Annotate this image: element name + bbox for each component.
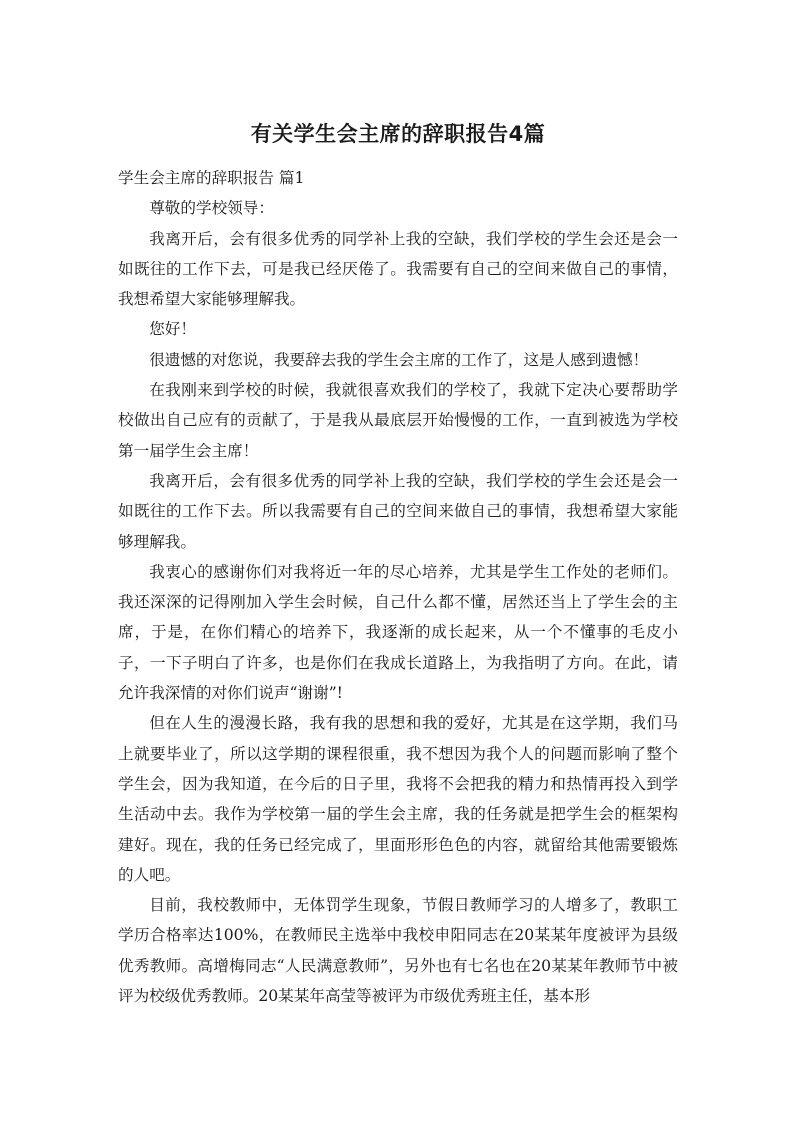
paragraph: 我离开后，会有很多优秀的同学补上我的空缺，我们学校的学生会还是会一如既往的工作下去。所以我需要有自己的空间来做自己的事情，我想希望大家能够理解我。	[118, 471, 678, 551]
paragraph: 但在人生的漫漫长路，我有我的思想和我的爱好，尤其是在这学期，我们马上就要毕业了，所以这学期的课程很重，我不想因为我个人的问题而影响了整个学生会，因为我知道，在今后的日子里，我将不会把我的精力和热情再投入到学生活动中去。我作为学校第一届的学生会主席，我的任务就是把学生会的框架构建好。现在，我的任务已经完成了，里面形形色色的内容，就留给其他需要锻炼的人吧。	[118, 714, 678, 884]
document-page	[118, 118, 678, 1011]
paragraph: 很遗憾的对您说，我要辞去我的学生会主席的工作了，这是人感到遗憾！	[149, 350, 649, 369]
paragraph: 我衷心的感谢你们对我将近一年的尽心培养，尤其是学生工作处的老师们。我还深深的记得刚加入学生会时候，自己什么都不懂，居然还当上了学生会的主席，于是，在你们精心的培养下，我逐渐的成长起来，从一个不懂事的毛皮小子，一下子明白了许多，也是你们在我成长道路上，为我指明了方向。在此，请允许我深情的对你们说声“谢谢”!	[118, 562, 678, 703]
greeting: 您好！	[149, 320, 196, 339]
paragraph: 目前，我校教师中，无体罚学生现象，节假日教师学习的人增多了，教职工学历合格率达100%，在教师民主选举中我校申阳同志在20某某年度被评为县级优秀教师。高增梅同志“人民满意教师”，另外也有七名也在20某某年教师节中被评为校级优秀教师。20某某年高莹等被评为市级优秀班主任，基本形	[118, 896, 678, 1006]
paragraph: 我离开后，会有很多优秀的同学补上我的空缺，我们学校的学生会还是会一如既往的工作下去，可是我已经厌倦了。我需要有自己的空间来做自己的事情，我想希望大家能够理解我。	[118, 229, 678, 309]
document-title: 有关学生会主席的辞职报告4篇	[250, 122, 546, 146]
salutation: 尊敬的学校领导：	[149, 199, 274, 218]
section-heading: 学生会主席的辞职报告 篇1	[118, 169, 305, 187]
paragraph: 在我刚来到学校的时候，我就很喜欢我们的学校了，我就下定决心要帮助学校做出自己应有的贡献了，于是我从最底层开始慢慢的工作，一直到被选为学校第一届学生会主席！	[118, 381, 678, 460]
